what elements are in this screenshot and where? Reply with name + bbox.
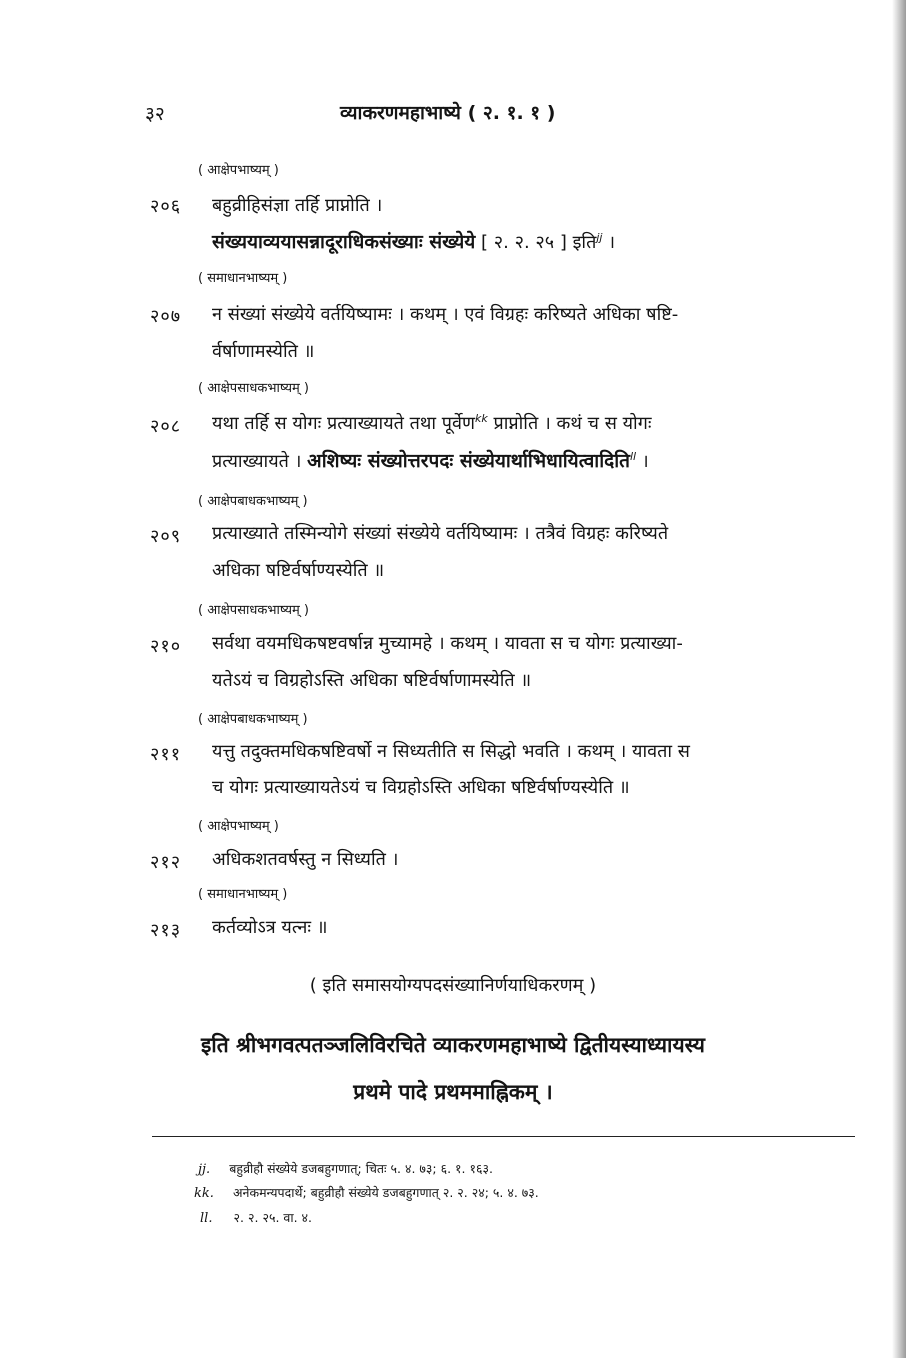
paragraph-line: बहुव्रीहिसंज्ञा तर्हि प्राप्नोति । [212,195,383,216]
colophon-line-2: प्रथमे पादे प्रथममाह्निकम् । [353,1080,553,1104]
paragraph-number: २०६ [150,196,182,217]
footnote-ref: kk [475,412,488,425]
footnote-ref: ll [629,450,637,463]
footnote-rule [152,1136,855,1137]
page-number: ३२ [145,103,165,125]
paragraph-number: २०८ [150,416,182,437]
section-label: ( आक्षेपबाधकभाष्यम् ) [198,494,308,509]
sutra-quote: संख्ययाव्ययासन्नादूराधिकसंख्याः संख्येये [212,231,476,253]
footnote-text: २. २. २५. वा. ४. [233,1210,312,1225]
section-label: ( आक्षेपसाधकभाष्यम् ) [198,381,309,396]
paragraph-line: संख्ययाव्ययासन्नादूराधिकसंख्याः संख्येये [ २. २. २५ ] इति$^{jj}$ । [212,231,616,253]
section-label: ( आक्षेपसाधकभाष्यम् ) [198,603,309,618]
section-label: ( समाधानभाष्यम् ) [198,271,288,286]
section-label: ( आक्षेपबाधकभाष्यम् ) [198,712,308,727]
paragraph-number: २०७ [150,306,182,327]
paragraph-line: सर्वथा वयमधिकषष्टवर्षान्न मुच्यामहे । कथम् । यावता स च योगः प्रत्याख्या- [212,633,683,654]
footnote-mark: kk. [194,1186,214,1201]
footnote [194,1182,539,1201]
footnote-text: अनेकमन्यपदार्थे; बहुव्रीहौ संख्येये डजबहुगणात् २. २. २४; ५. ४. ७३. [232,1185,539,1200]
section-label: ( समाधानभाष्यम् ) [198,887,288,902]
paragraph-number: २११ [150,744,182,765]
colophon-line-1: इति श्रीभगवत्पतञ्जलिविरचिते व्याकरणमहाभाष्ये द्वितीयस्याध्यायस्य [201,1033,705,1057]
footnote [200,1207,312,1226]
paragraph-line: च योगः प्रत्याख्यायतेऽयं च विग्रहोऽस्ति अधिका षष्टिर्वर्षाण्यस्येति ॥ [212,777,630,798]
paragraph-number: २१२ [150,852,182,873]
footnote-text: बहुव्रीहौ संख्येये डजबहुगणात्; चितः ५. ४. ७३; ६. १. १६३. [229,1161,493,1176]
paragraph-line: यथा तर्हि स योगः प्रत्याख्यायते तथा पूर्वेण$^{kk}$ प्राप्नोति । कथं च स योगः [212,412,652,434]
footnote-ref: jj [596,231,603,244]
varttika-quote: अशिष्यः संख्योत्तरपदः संख्येयार्थाभिधायित्वादिति [307,450,630,472]
footnote [198,1158,493,1177]
paragraph-number: २१० [150,636,182,657]
running-title: व्याकरणमहाभाष्ये ( २. १. १ ) [340,102,556,124]
paragraph-line: प्रत्याख्यायते । अशिष्यः संख्योत्तरपदः संख्येयार्थाभिधायित्वादिति$^{ll}$ । [212,450,649,472]
paragraph-line: न संख्यां संख्येये वर्तयिष्यामः । कथम् । एवं विग्रहः करिष्यते अधिका षष्टि- [212,304,679,325]
paragraph-line: कर्तव्योऽत्र यत्नः ॥ [212,917,328,938]
section-label: ( आक्षेपभाष्यम् ) [198,819,279,834]
paragraph-line: र्वर्षाणामस्येति ॥ [212,341,315,362]
paragraph-line: यतेऽयं च विग्रहोऽस्ति अधिका षष्टिर्वर्षाणामस्येति ॥ [212,670,532,691]
paragraph-line: यत्तु तदुक्तमधिकषष्टिवर्षो न सिध्यतीति स सिद्धो भवति । कथम् । यावता स [212,741,690,762]
paragraph-number: २०९ [150,526,182,547]
paragraph-line: अधिकशतवर्षस्तु न सिध्यति । [212,849,399,870]
closing-adhikarana: ( इति समासयोग्यपदसंख्यानिर्णयाधिकरणम् ) [309,975,597,996]
footnote-mark: jj. [198,1162,211,1177]
paragraph-line: अधिका षष्टिर्वर्षाण्यस्येति ॥ [212,560,385,581]
footnote-mark: ll. [200,1211,213,1226]
page-edge-shadow [892,0,906,1358]
paragraph-line: प्रत्याख्याते तस्मिन्योगे संख्यां संख्येये वर्तयिष्यामः । तत्रैवं विग्रहः करिष्यते [212,523,669,544]
section-label: ( आक्षेपभाष्यम् ) [198,163,279,178]
paragraph-number: २१३ [150,920,182,941]
